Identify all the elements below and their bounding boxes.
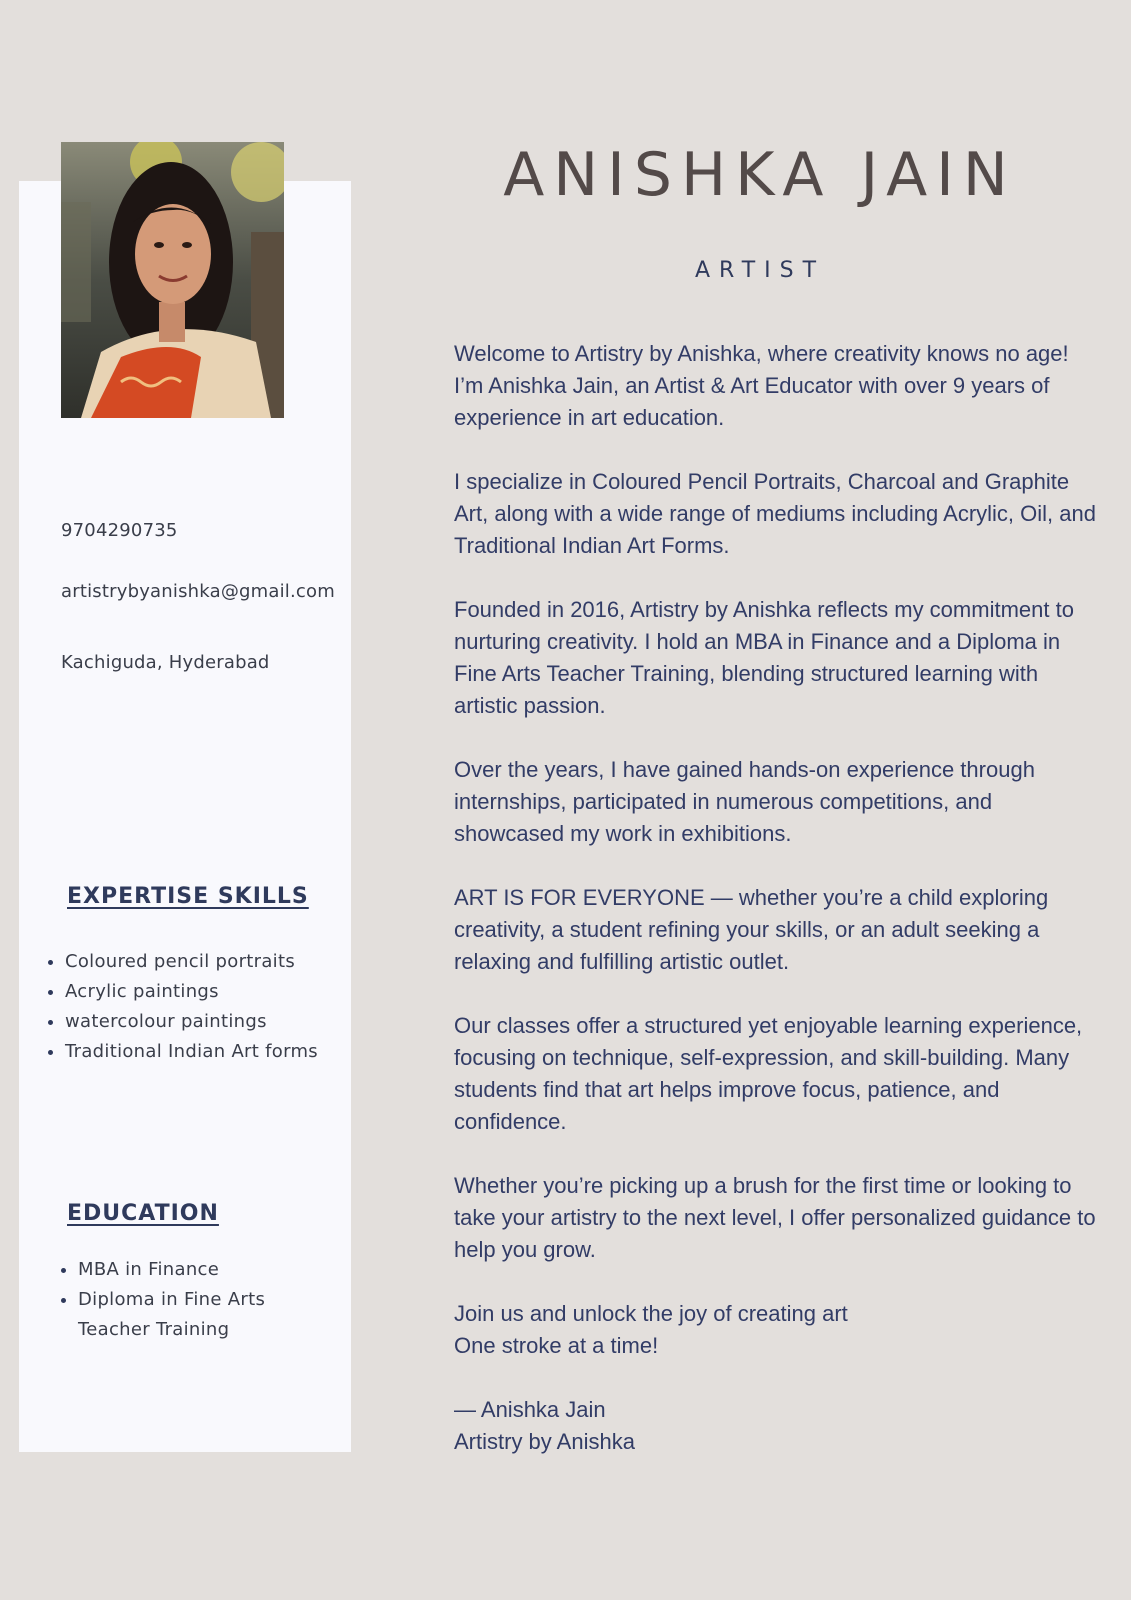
bio-paragraph: ART IS FOR EVERYONE — whether you’re a child exploring creativity, a student refining your skills, or an adult seeking a relaxing and fulfilling artistic outlet.: [454, 885, 1049, 974]
contact-location: Kachiguda, Hyderabad: [61, 652, 270, 673]
list-item: • Coloured pencil portraits: [65, 947, 365, 977]
bio-paragraph: [454, 1298, 1104, 1362]
bio-paragraph: Over the years, I have gained hands-on experience through internships, participated in numerous competitions, and showcased my work in exhibitions.: [454, 757, 1035, 846]
list-item: • Acrylic paintings: [65, 977, 365, 1007]
contact-email[interactable]: artistrybyanishka@gmail.com: [61, 581, 335, 602]
bio-paragraph: Founded in 2016, Artistry by Anishka reflects my commitment to nurturing creativity. I hold an MBA in Finance and a Diploma in Fine Arts Teacher Training, blending structured learning with artistic passion.: [454, 597, 1074, 718]
list-item: • Diploma in Fine Arts Teacher Training: [78, 1285, 318, 1345]
signature-studio: Artistry by Anishka: [454, 1429, 635, 1454]
education-list: [60, 1255, 318, 1345]
bio-paragraph: I specialize in Coloured Pencil Portraits, Charcoal and Graphite Art, along with a wide range of mediums including Acrylic, Oil, and Traditional Indian Art Forms.: [454, 469, 1096, 558]
list-item: • watercolour paintings: [65, 1007, 365, 1037]
bio-line: I’m Anishka Jain, an Artist & Art Educator with over 9 years of experience in art education.: [454, 373, 1050, 430]
skills-heading: EXPERTISE SKILLS: [67, 884, 309, 909]
bio-paragraph: Whether you’re picking up a brush for the first time or looking to take your artistry to the next level, I offer personalized guidance to help you grow.: [454, 1173, 1096, 1262]
person-name: ANISHKA JAIN: [503, 140, 1017, 210]
bio-line: One stroke at a time!: [454, 1333, 659, 1358]
person-role: ARTIST: [694, 258, 826, 283]
skills-list: [47, 947, 365, 1067]
education-heading: EDUCATION: [67, 1201, 219, 1226]
bio-paragraph: Our classes offer a structured yet enjoyable learning experience, focusing on technique, self-expression, and skill-building. Many students find that art helps improve focus, patience, and confidence.: [454, 1013, 1083, 1134]
signature: [454, 1394, 1104, 1458]
signature-name: — Anishka Jain: [454, 1397, 606, 1422]
bio-line: Join us and unlock the joy of creating art: [454, 1301, 848, 1326]
bio-paragraph: [454, 338, 1104, 434]
bio-text: [454, 338, 1104, 1490]
list-item: • MBA in Finance: [78, 1255, 318, 1285]
profile-photo: [61, 142, 284, 418]
bio-line: Welcome to Artistry by Anishka, where creativity knows no age!: [454, 341, 1069, 366]
contact-phone: 9704290735: [61, 520, 178, 541]
list-item: • Traditional Indian Art forms: [65, 1037, 365, 1067]
